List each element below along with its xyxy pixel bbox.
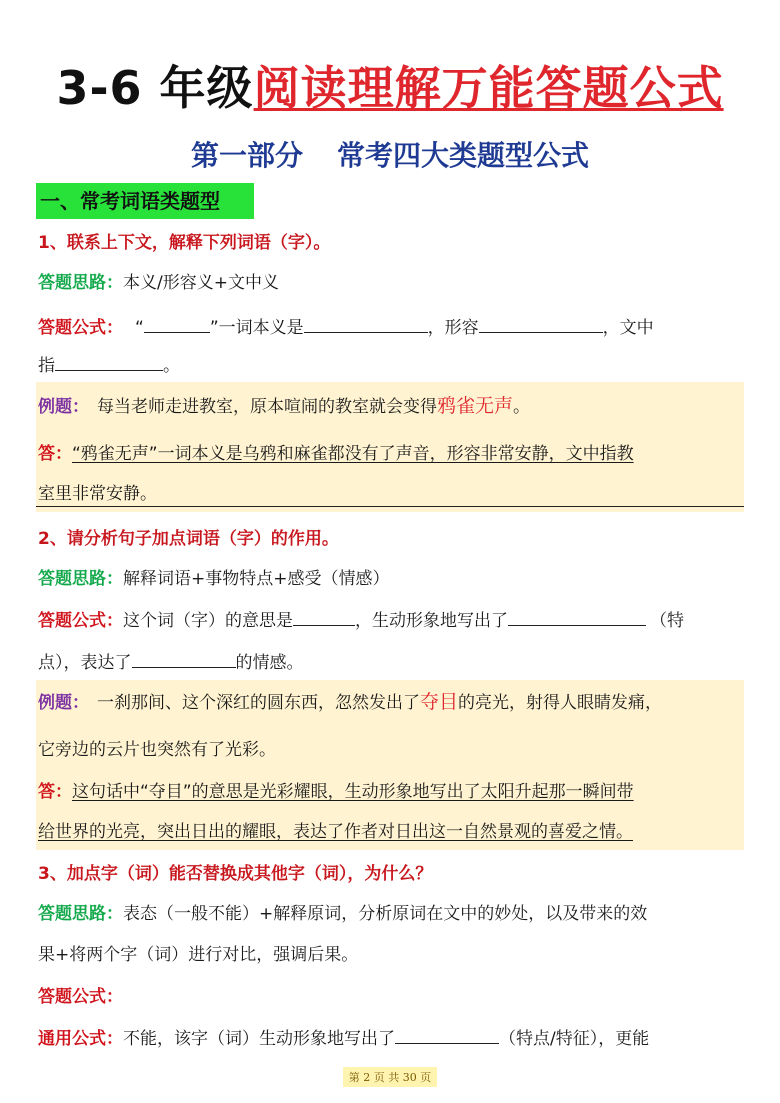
q1-answer: 答：“鸦雀无声”一词本义是乌鸦和麻雀都没有了声音，形容非常安静，文中指教: [38, 444, 634, 464]
question-2: 2、请分析句子加点词语（字）的作用。: [38, 529, 339, 549]
part-number: 第一部分: [190, 139, 303, 172]
q1-answer-cont: 室里非常安静。: [38, 484, 157, 504]
q2-example: 例题： 一刹那间、这个深红的圆东西，忽然发出了夺目的亮光，射得人眼睛发痛，: [38, 691, 663, 713]
fill-blank: [293, 607, 355, 626]
fill-blank: [304, 314, 428, 333]
example-label: 例题：: [38, 397, 89, 417]
section-heading: 一、常考词语类题型: [36, 183, 254, 219]
title-grade: 3-6 年级: [56, 61, 254, 115]
title-main: 阅读理解万能答题公式: [253, 61, 724, 115]
example-label: 例题：: [38, 693, 89, 713]
q2-formula-cont: 点），表达了 的情感。: [38, 649, 744, 675]
formula-label: 答题公式：: [38, 611, 123, 631]
q1-thinking: [38, 271, 744, 295]
q2-formula: 答题公式：这个词（字）的意思是 ，生动形象地写出了 （特: [38, 607, 744, 633]
answer-label: 答：: [38, 782, 72, 802]
page-number: 第 2 页 共 30 页: [343, 1067, 437, 1087]
highlighted-word: 夺目: [420, 691, 459, 713]
formula-label: 答题公式：: [38, 318, 123, 338]
fill-blank: [508, 607, 646, 626]
q1-example: 例题： 每当老师走进教室，原本喧闹的教室就会变得鸦雀无声。: [38, 395, 531, 417]
general-label: 通用公式：: [38, 1029, 123, 1049]
page-footer: [0, 1066, 780, 1087]
q1-formula-cont: 指 。: [38, 352, 744, 378]
question-3: 3、加点字（词）能否替换成其他字（词），为什么？: [38, 864, 433, 884]
thinking-label: 答题思路：: [38, 569, 123, 589]
q2-answer: 答：这句话中“夺目”的意思是光彩耀眼，生动形象地写出了太阳升起那一瞬间带: [38, 782, 634, 802]
page-title: [0, 52, 780, 118]
part-heading: [0, 134, 780, 174]
formula-label: 答题公式：: [38, 987, 123, 1007]
question-1: 1、联系上下文，解释下列词语（字）。: [38, 233, 331, 253]
q2-example-cont: 它旁边的云片也突然有了光彩。: [38, 740, 276, 760]
thinking-label: 答题思路：: [38, 273, 123, 293]
fill-blank: [55, 352, 163, 371]
q3-thinking-cont: 果+将两个字（词）进行对比，强调后果。: [38, 945, 359, 965]
q3-thinking: 答题思路：表态（一般不能）+解释原词，分析原词在文中的妙处，以及带来的效: [38, 904, 648, 924]
thinking-text: 解释词语+事物特点+感受（情感）: [123, 569, 390, 589]
answer-underline: [36, 506, 744, 507]
q2-thinking: [38, 567, 744, 591]
q2-answer-cont: 给世界的光亮，突出日出的耀眼，表达了作者对日出这一自然景观的喜爱之情。: [38, 822, 633, 842]
fill-blank: [395, 1025, 499, 1044]
q3-general: 通用公式：不能，该字（词）生动形象地写出了 （特点/特征），更能: [38, 1025, 744, 1051]
q3-formula: [38, 985, 744, 1009]
thinking-text: 本义/形容义+文中义: [123, 273, 279, 293]
thinking-label: 答题思路：: [38, 904, 123, 924]
part-name: 常考四大类题型公式: [337, 139, 590, 172]
answer-label: 答：: [38, 444, 72, 464]
fill-blank: [144, 314, 210, 333]
highlighted-word: 鸦雀无声: [437, 395, 514, 417]
fill-blank: [479, 314, 603, 333]
q1-formula: 答题公式： “ ”一词本义是 ，形容 ，文中: [38, 314, 744, 340]
fill-blank: [132, 649, 236, 668]
